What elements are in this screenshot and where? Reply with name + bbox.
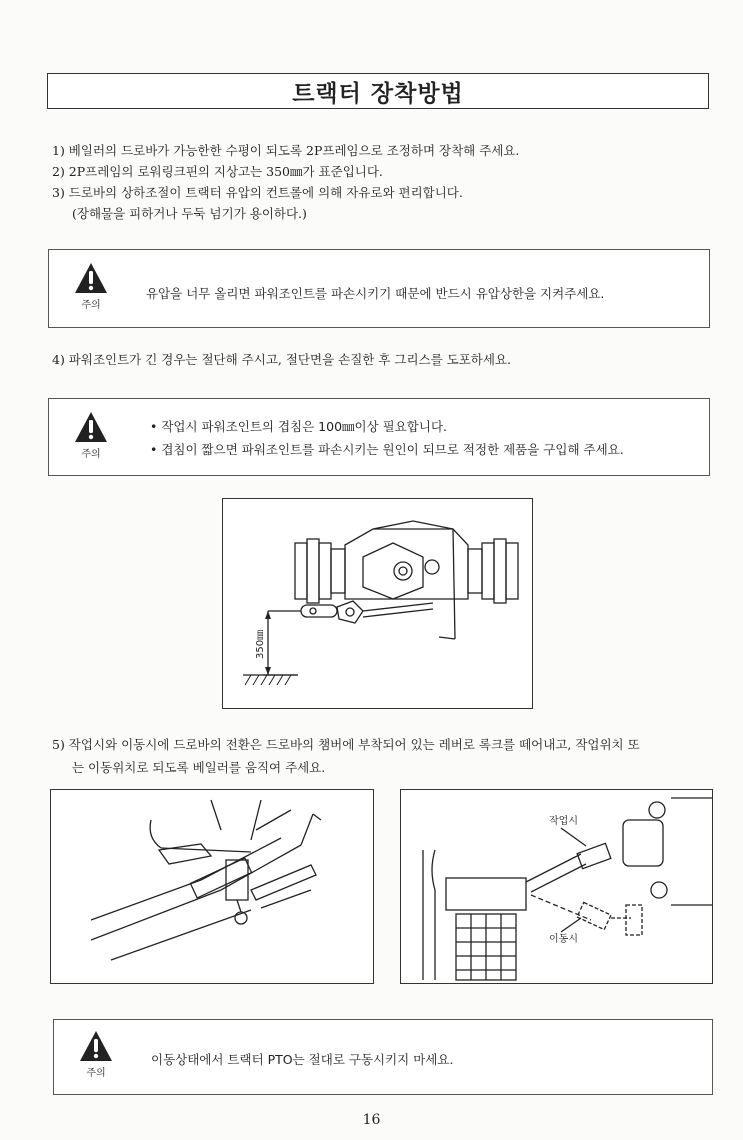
instruction-2: 2) 2P프레임의 로워링크핀의 지상고는 350㎜가 표준입니다. (52, 164, 383, 179)
work-position-label: 작업시 (549, 816, 578, 827)
warning-box-1 (48, 249, 710, 328)
warning-box-3 (53, 1019, 713, 1095)
page-title: 트랙터 장착방법 (292, 80, 464, 107)
warning-label: 주의 (86, 1068, 106, 1079)
warning-icon (76, 1030, 116, 1079)
move-position-label: 이동시 (549, 934, 578, 945)
instruction-3-note: (장해물을 피하거나 두둑 넘기가 용이하다.) (72, 206, 307, 221)
warning-box-2 (48, 398, 710, 476)
warning-icon (71, 411, 111, 460)
dimension-label: 350㎜ (255, 629, 266, 659)
pto-joint-drawing (223, 499, 532, 708)
warning-text-2a: • 작업시 파워조인트의 겹침은 100㎜이상 필요합니다. (150, 419, 447, 434)
drawbar-lever-drawing (51, 790, 373, 983)
instruction-5-line1: 5) 작업시와 이동시에 드로바의 전환은 드로바의 챔버에 부착되어 있는 레버로 록크를 떼어내고, 작업위치 또 (52, 737, 640, 752)
warning-text-2b: • 겹침이 짧으면 파워조인트를 파손시키는 원인이 되므로 적정한 제품을 구입해 주세요. (150, 442, 624, 457)
warning-label: 주의 (81, 449, 101, 460)
instruction-4: 4) 파워조인트가 긴 경우는 절단해 주시고, 절단면을 손질한 후 그리스를 도포하세요. (52, 352, 511, 367)
warning-text-3: 이동상태에서 트랙터 PTO는 절대로 구동시키지 마세요. (151, 1052, 454, 1067)
page-number: 16 (362, 1112, 381, 1128)
warning-label: 주의 (81, 300, 101, 311)
warning-icon (71, 262, 111, 311)
page-title-box (47, 73, 709, 109)
warning-text-1: 유압을 너무 올리면 파워조인트를 파손시키기 때문에 반드시 유압상한을 지켜주세요. (146, 286, 605, 301)
instruction-1: 1) 베일러의 드로바가 가능한한 수평이 되도록 2P프레임으로 조정하며 장착해 주세요. (52, 143, 520, 158)
instruction-3: 3) 드로바의 상하조절이 트랙터 유압의 컨트롤에 의해 자유로와 편리합니다. (52, 185, 463, 200)
position-figure (400, 789, 713, 984)
instruction-5-line2: 는 이동위치로 되도록 베일러를 움직여 주세요. (72, 760, 326, 775)
position-drawing (401, 790, 712, 983)
pto-height-figure (222, 498, 533, 709)
drawbar-lever-figure (50, 789, 374, 984)
